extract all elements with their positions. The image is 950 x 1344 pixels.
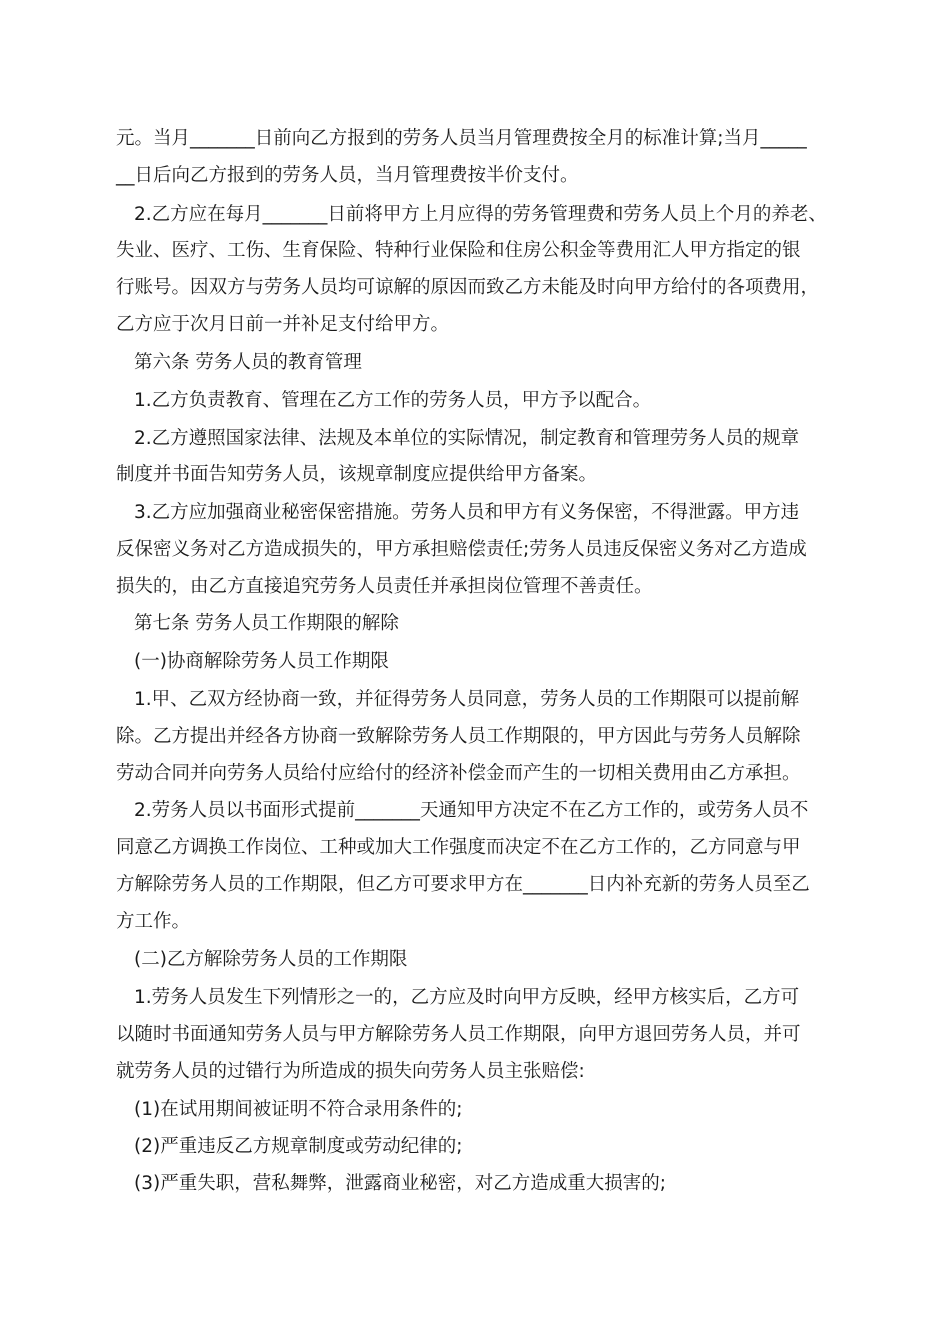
text-line: 就劳务人员的过错行为所造成的损失向劳务人员主张赔偿:: [116, 1061, 585, 1082]
text-line: 行账号。因双方与劳务人员均可谅解的原因而致乙方未能及时向甲方给付的各项费用，: [116, 277, 820, 298]
list-item: (2)严重违反乙方规章制度或劳动纪律的;: [134, 1136, 463, 1157]
text-line: 2.劳务人员以书面形式提前_______天通知甲方决定不在乙方工作的，或劳务人员不: [134, 800, 809, 821]
list-item: (1)在试用期间被证明不符合录用条件的;: [134, 1099, 463, 1120]
text-line: 反保密义务对乙方造成损失的，甲方承担赔偿责任;劳务人员违反保密义务对乙方造成: [116, 539, 807, 560]
section-heading: (二)乙方解除劳务人员的工作期限: [134, 949, 408, 970]
text-line: 损失的，由乙方直接追究劳务人员责任并承担岗位管理不善责任。: [116, 576, 653, 597]
text-line: 失业、医疗、工伤、生育保险、特种行业保险和住房公积金等费用汇人甲方指定的银: [116, 240, 801, 261]
text-line: 2.乙方遵照国家法律、法规及本单位的实际情况，制定教育和管理劳务人员的规章: [134, 428, 800, 449]
text-line: 同意乙方调换工作岗位、工种或加大工作强度而决定不在乙方工作的，乙方同意与甲: [116, 837, 801, 858]
article-heading: 第六条 劳务人员的教育管理: [134, 352, 362, 373]
text-line: 除。乙方提出并经各方协商一致解除劳务人员工作期限的，甲方因此与劳务人员解除: [116, 726, 801, 747]
text-line: 以随时书面通知劳务人员与甲方解除劳务人员工作期限，向甲方退回劳务人员，并可: [116, 1024, 801, 1045]
text-line: 1.乙方负责教育、管理在乙方工作的劳务人员，甲方予以配合。: [134, 390, 652, 411]
text-line: __日后向乙方报到的劳务人员，当月管理费按半价支付。: [116, 165, 579, 186]
text-line: 制度并书面告知劳务人员，该规章制度应提供给甲方备案。: [116, 464, 598, 485]
text-line: 2.乙方应在每月_______日前将甲方上月应得的劳务管理费和劳务人员上个月的养老、: [134, 204, 827, 225]
text-line: 劳动合同并向劳务人员给付应给付的经济补偿金而产生的一切相关费用由乙方承担。: [116, 763, 801, 784]
text-line: 3.乙方应加强商业秘密保密措施。劳务人员和甲方有义务保密，不得泄露。甲方违: [134, 502, 800, 523]
text-line: 元。当月_______日前向乙方报到的劳务人员当月管理费按全月的标准计算;当月_____: [116, 128, 807, 149]
text-line: 1.甲、乙双方经协商一致，并征得劳务人员同意，劳务人员的工作期限可以提前解: [134, 689, 800, 710]
text-line: 方工作。: [116, 911, 191, 932]
text-line: 1.劳务人员发生下列情形之一的，乙方应及时向甲方反映，经甲方核实后，乙方可: [134, 987, 800, 1008]
list-item: (3)严重失职，营私舞弊，泄露商业秘密，对乙方造成重大损害的;: [134, 1173, 666, 1194]
article-heading: 第七条 劳务人员工作期限的解除: [134, 613, 399, 634]
text-line: 方解除劳务人员的工作期限，但乙方可要求甲方在_______日内补充新的劳务人员至乙: [116, 874, 810, 895]
text-line: 乙方应于次月日前一并补足支付给甲方。: [116, 314, 450, 335]
section-heading: (一)协商解除劳务人员工作期限: [134, 651, 389, 672]
